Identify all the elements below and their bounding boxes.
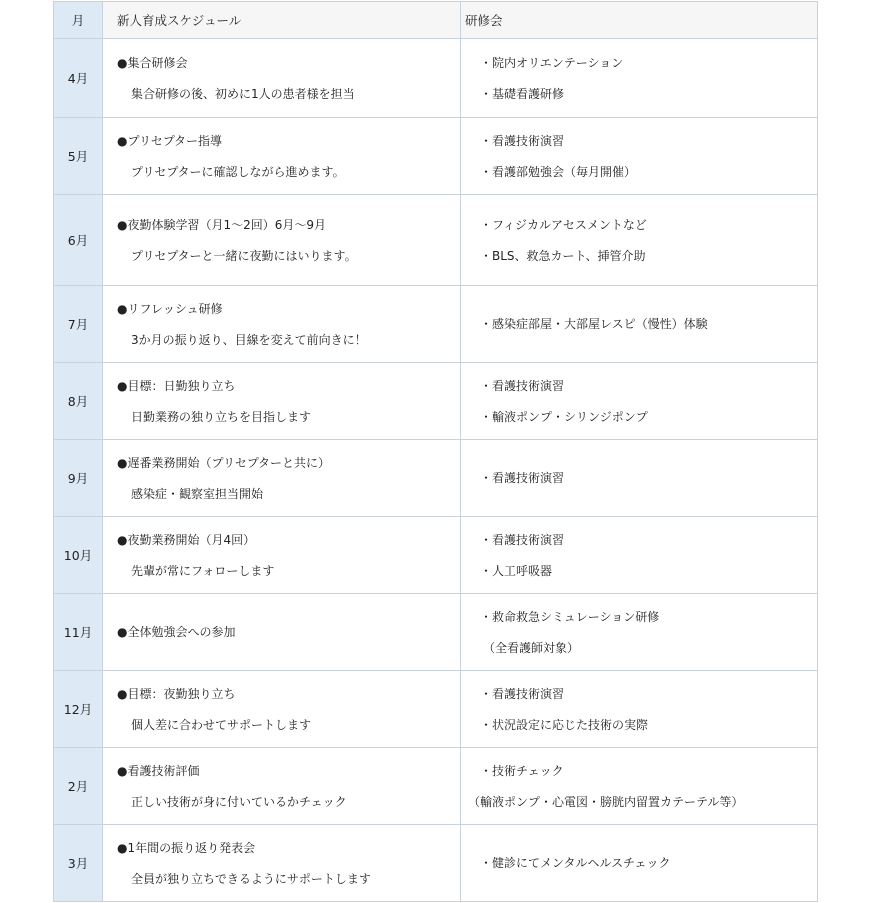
schedule-desc: プリセプターに確認しながら進めます。 bbox=[131, 164, 345, 179]
schedule-cell bbox=[103, 825, 461, 902]
training-item: ・フィジカルアセスメントなど bbox=[480, 217, 647, 232]
schedule-desc: 全員が独り立ちできるようにサポートします bbox=[131, 871, 371, 886]
schedule-cell bbox=[103, 39, 461, 118]
training-item: ・健診にてメンタルヘルスチェック bbox=[480, 856, 671, 870]
training-item: ・人工呼吸器 bbox=[480, 563, 553, 578]
schedule-desc: 感染症・観察室担当開始 bbox=[131, 486, 264, 501]
schedule-title: ●1年間の振り返り発表会 bbox=[117, 840, 256, 855]
training-item: ・状況設定に応じた技術の実際 bbox=[480, 717, 649, 732]
month-cell: 7月 bbox=[54, 286, 103, 363]
table-row bbox=[54, 825, 818, 902]
schedule-desc: 3か月の振り返り、目線を変えて前向きに！ bbox=[131, 332, 367, 347]
training-item: ・技術チェック bbox=[480, 763, 564, 778]
schedule-title: ●全体勉強会への参加 bbox=[117, 625, 236, 639]
month-cell: 11月 bbox=[54, 594, 103, 671]
month-cell: 5月 bbox=[54, 118, 103, 195]
schedule-desc: 集合研修の後、初めに1人の患者様を担当 bbox=[131, 86, 355, 101]
schedule-title: ●夜勤体験学習（月1～2回）6月～9月 bbox=[117, 217, 327, 232]
schedule-title: ●夜勤業務開始（月4回） bbox=[117, 532, 256, 547]
schedule-desc: 個人差に合わせてサポートします bbox=[131, 717, 312, 732]
schedule-cell bbox=[103, 286, 461, 363]
schedule-cell bbox=[103, 748, 461, 825]
training-cell bbox=[461, 825, 818, 902]
table-row bbox=[54, 594, 818, 671]
table-row bbox=[54, 440, 818, 517]
month-header: 月 bbox=[54, 2, 103, 39]
training-cell bbox=[461, 671, 818, 748]
training-item: ・院内オリエンテーション bbox=[480, 55, 624, 70]
schedule-header: 新人育成スケジュール bbox=[103, 2, 461, 39]
training-cell bbox=[461, 440, 818, 517]
schedule-desc: 正しい技術が身に付いているかチェック bbox=[131, 794, 347, 809]
schedule-title: ●看護技術評価 bbox=[117, 763, 200, 778]
schedule-cell bbox=[103, 195, 461, 286]
table-row bbox=[54, 671, 818, 748]
training-item: ・輸液ポンプ・シリンジポンプ bbox=[480, 409, 648, 424]
training-cell bbox=[461, 594, 818, 671]
schedule-title: ●リフレッシュ研修 bbox=[117, 301, 223, 316]
month-cell: 3月 bbox=[54, 825, 103, 902]
training-cell bbox=[461, 118, 818, 195]
schedule-title: ●プリセプター指導 bbox=[117, 133, 223, 148]
training-item: ・看護技術演習 bbox=[480, 532, 565, 547]
training-item: ・看護技術演習 bbox=[480, 133, 565, 148]
schedule-title: ●遅番業務開始（プリセプターと共に） bbox=[117, 455, 331, 470]
training-item: （輸液ポンプ・心電図・膀胱内留置カテーテル等） bbox=[468, 794, 744, 809]
schedule-cell bbox=[103, 118, 461, 195]
training-item: ・看護部勉強会（毎月開催） bbox=[480, 164, 637, 179]
table-row bbox=[54, 118, 818, 195]
training-item: ・看護技術演習 bbox=[480, 686, 565, 701]
schedule-title: ●目標：夜勤独り立ち bbox=[117, 686, 236, 701]
table-row bbox=[54, 286, 818, 363]
header-row bbox=[54, 2, 818, 39]
month-cell: 12月 bbox=[54, 671, 103, 748]
schedule-cell bbox=[103, 517, 461, 594]
training-item: ・感染症部屋・大部屋レスピ（慢性）体験 bbox=[480, 317, 708, 331]
training-item: ・救命救急シミュレーション研修 bbox=[480, 609, 660, 624]
month-cell: 8月 bbox=[54, 363, 103, 440]
training-item: ・看護技術演習 bbox=[480, 378, 565, 393]
schedule-cell bbox=[103, 363, 461, 440]
table-row bbox=[54, 363, 818, 440]
training-cell bbox=[461, 286, 818, 363]
training-header: 研修会 bbox=[461, 2, 818, 39]
training-item: （全看護師対象） bbox=[483, 640, 580, 655]
training-cell bbox=[461, 363, 818, 440]
schedule-desc: プリセプターと一緒に夜勤にはいります。 bbox=[131, 248, 357, 263]
month-cell: 4月 bbox=[54, 39, 103, 118]
training-item: ・基礎看護研修 bbox=[480, 86, 565, 101]
schedule-desc: 日勤業務の独り立ちを目指します bbox=[131, 409, 312, 424]
schedule-cell bbox=[103, 671, 461, 748]
training-item: ・BLS、救急カート、挿管介助 bbox=[480, 248, 646, 263]
month-cell: 6月 bbox=[54, 195, 103, 286]
table-row bbox=[54, 39, 818, 118]
schedule-title: ●目標：日勤独り立ち bbox=[117, 378, 236, 393]
schedule-cell bbox=[103, 594, 461, 671]
month-cell: 2月 bbox=[54, 748, 103, 825]
training-cell bbox=[461, 195, 818, 286]
schedule-desc: 先輩が常にフォローします bbox=[131, 563, 275, 578]
month-cell: 10月 bbox=[54, 517, 103, 594]
training-cell bbox=[461, 748, 818, 825]
table-row bbox=[54, 748, 818, 825]
training-cell bbox=[461, 39, 818, 118]
training-item: ・看護技術演習 bbox=[480, 471, 565, 485]
schedule-table bbox=[53, 1, 818, 902]
month-cell: 9月 bbox=[54, 440, 103, 517]
training-cell bbox=[461, 517, 818, 594]
table-row bbox=[54, 195, 818, 286]
schedule-title: ●集合研修会 bbox=[117, 55, 188, 70]
schedule-cell bbox=[103, 440, 461, 517]
table-row bbox=[54, 517, 818, 594]
